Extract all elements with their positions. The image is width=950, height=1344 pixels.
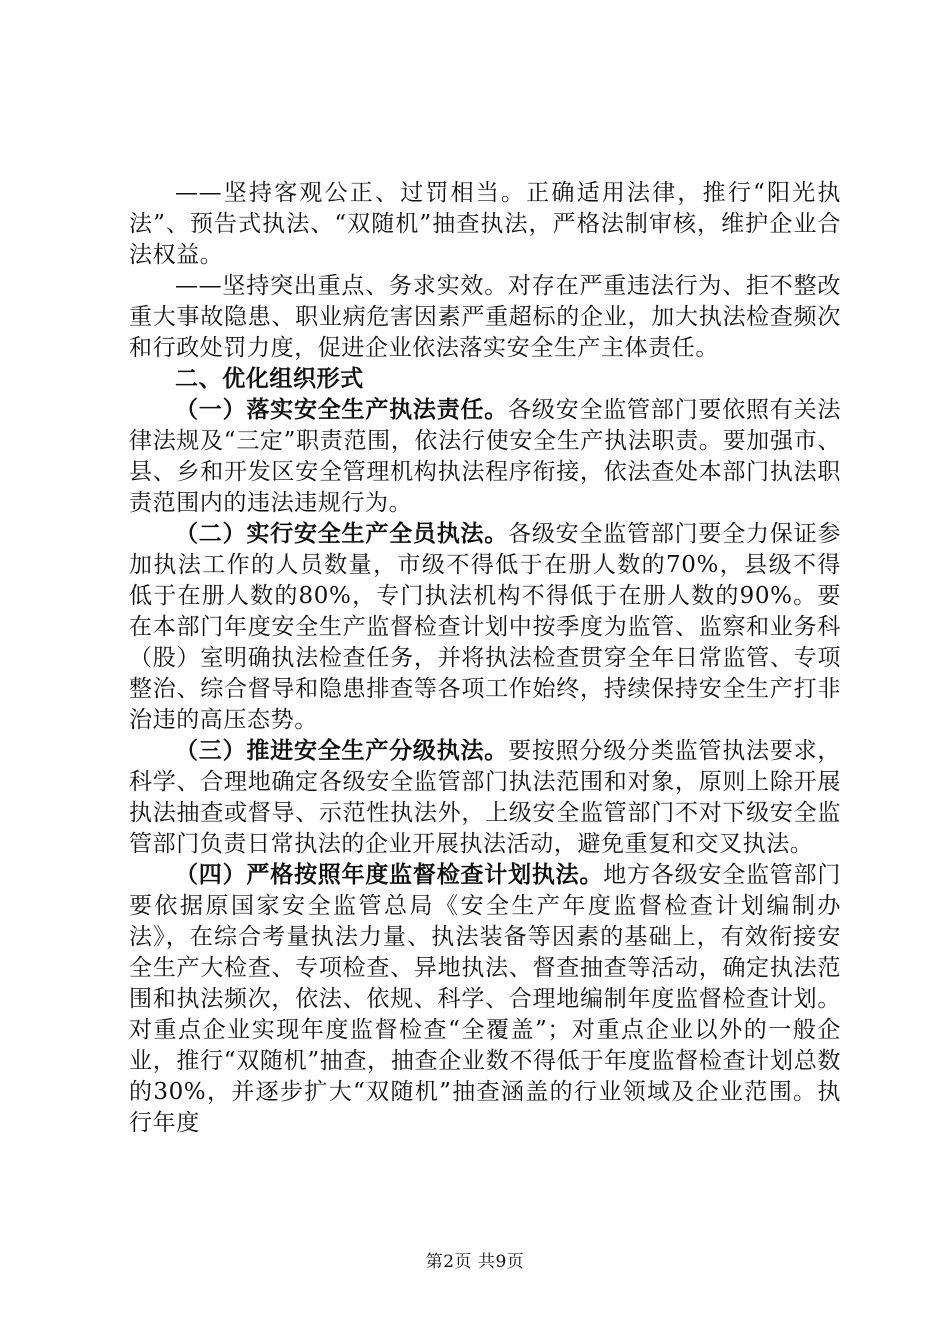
paragraph-lead: （四）严格按照年度监督检查计划执法。 xyxy=(175,862,604,888)
paragraph-principle-2 xyxy=(129,271,841,364)
paragraph-text: 各级安全监管部门要依照有关法律法规及“三定”职责范围，依法行使安全生产执法职责。要加强市、县、乡和开发区安全管理机构执法程序衔接，依法查处本部门执法职责范围内的违法违规行为。 xyxy=(129,397,841,516)
page-number-footer: 第2页 共9页 xyxy=(425,1252,525,1272)
document-body xyxy=(129,178,841,1139)
paragraph-section-1 xyxy=(129,395,841,519)
paragraph-text: 要按照分级分类监管执法要求，科学、合理地确定各级安全监管部门执法范围和对象，原则上除开展执法抽查或督导、示范性执法外，上级安全监管部门不对下级安全监管部门负责日常执法的企业开展执法活动，避免重复和交叉执法。 xyxy=(129,738,841,857)
paragraph-section-4 xyxy=(129,860,841,1139)
paragraph-section-2 xyxy=(129,519,841,736)
paragraph-lead: （三）推进安全生产分级执法。 xyxy=(175,738,509,764)
paragraph-text: 地方各级安全监管部门要依据原国家安全监管总局《安全生产年度监督检查计划编制办法》，在综合考量执法力量、执法装备等因素的基础上，有效衔接安全生产大检查、专项检查、异地执法、督查抽查等活动，确定执法范围和执法频次，依法、依规、科学、合理地编制年度监督检查计划。对重点企业实现年度监督检查“全覆盖”；对重点企业以外的一般企业，推行“双随机”抽查，抽查企业数不得低于年度监督检查计划总数的30%，并逐步扩大“双随机”抽查涵盖的行业领域及企业范围。执行年度 xyxy=(129,862,841,1136)
paragraph-text: ——坚持突出重点、务求实效。对存在严重违法行为、拒不整改重大事故隐患、职业病危害因素严重超标的企业，加大执法检查频次和行政处罚力度，促进企业依法落实安全生产主体责任。 xyxy=(129,273,841,361)
paragraph-text: 各级安全监管部门要全力保证参加执法工作的人员数量，市级不得低于在册人数的70%，县级不得低于在册人数的80%，专门执法机构不得低于在册人数的90%。要在本部门年度安全生产监督检查计划中按季度为监管、监察和业务科（股）室明确执法检查任务，并将执法检查贯穿全年日常监管、专项整治、综合督导和隐患排查等各项工作始终，持续保持安全生产打非治违的高压态势。 xyxy=(129,521,841,733)
paragraph-principle-1 xyxy=(129,178,841,271)
section-heading: 二、优化组织形式 xyxy=(175,366,364,392)
paragraph-lead: （二）实行安全生产全员执法。 xyxy=(175,521,509,547)
paragraph-section-3 xyxy=(129,736,841,860)
paragraph-lead: （一）落实安全生产执法责任。 xyxy=(175,397,509,423)
paragraph-text: ——坚持客观公正、过罚相当。正确适用法律，推行“阳光执法”、预告式执法、“双随机”抽查执法，严格法制审核，维护企业合法权益。 xyxy=(129,180,841,268)
